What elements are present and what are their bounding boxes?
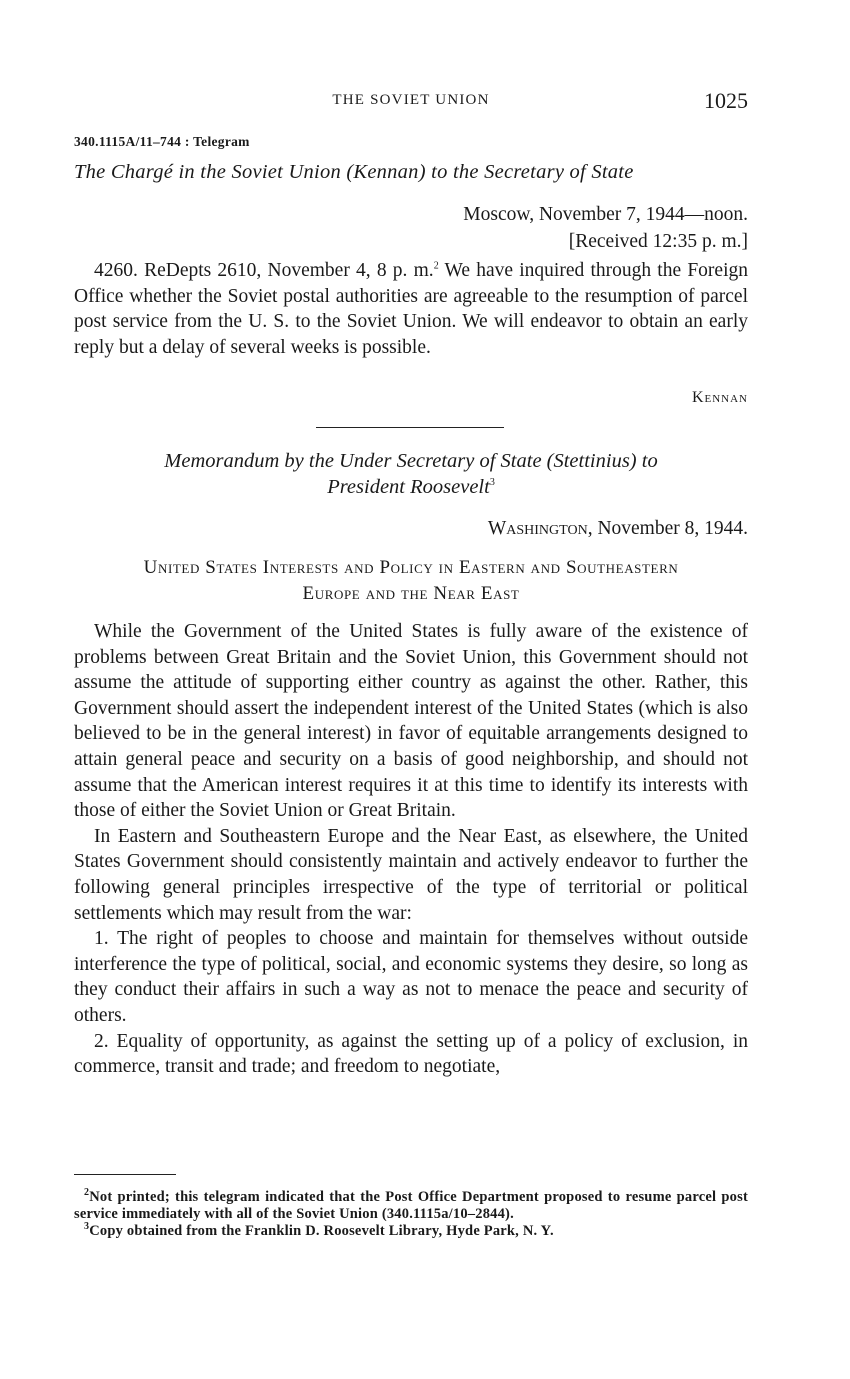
telegram-dateline: Moscow, November 7, 1944—noon. [463, 204, 748, 225]
footnotes [74, 1189, 748, 1240]
memo-body [74, 619, 748, 1080]
memo-heading-line1: Memorandum by the Under Secretary of State (Stettinius) to [164, 450, 658, 472]
memo-paragraph: 1. The right of peoples to choose and maintain for themselves without outside interference the type of political, social, and economic systems they desire, so long as they conduct their affairs in such a way as not to menace the peace and security of others. [74, 928, 748, 1026]
signature: Kennan [691, 389, 748, 406]
footnote-divider [74, 1174, 176, 1175]
footnote [74, 1223, 748, 1240]
memo-paragraph: In Eastern and Southeastern Europe and the Near East, as elsewhere, the United States Government should consistently maintain and actively endeavor to further the following general principles irrespective of the type of territorial or political settlements which may result from the war: [74, 825, 748, 924]
footnote-text: Not printed; this telegram indicated that the Post Office Department proposed to resume parcel post service immediately with all of the Soviet Union (340.1115a/10–2844). [74, 1189, 748, 1222]
memo-heading-recipient: President Roosevelt [327, 476, 490, 498]
memo-title-line1: United States Interests and Policy in Eastern and Southeastern [143, 557, 679, 578]
section-divider [316, 427, 504, 428]
footnote-ref-2: 2 [433, 260, 439, 272]
running-title: THE SOVIET UNION [332, 92, 490, 108]
telegram-received: [Received 12:35 p. m.] [568, 231, 748, 252]
memo-dateline [488, 516, 748, 542]
footnote-text: Copy obtained from the Franklin D. Roosevelt Library, Hyde Park, N. Y. [89, 1223, 554, 1239]
running-head [74, 88, 748, 114]
heading-part-3: ) to the Secretary of State [418, 161, 634, 183]
telegram-heading [74, 159, 748, 185]
memo-title-line2: Europe and the Near East [302, 583, 520, 604]
heading-part-1: The Chargé in the Soviet Union ( [74, 161, 354, 183]
memo-title [74, 555, 748, 607]
heading-part-2: Kennan [353, 161, 419, 183]
memo-dateline-date: , November 8, 1944. [587, 518, 748, 539]
footnote-mark: 2 [84, 1187, 90, 1199]
footnote [74, 1189, 748, 1223]
page-number: 1025 [704, 88, 748, 113]
memo-dateline-place: Washington [487, 518, 588, 539]
telegram-body [74, 258, 748, 360]
footnote-mark: 3 [84, 1221, 90, 1233]
telegram-text: We have inquired through the Foreign Office whether the Soviet postal authorities are agreeable to the resumption of parcel post service from the U. S. to the Soviet Union. We will endeavor to obtain an early reply but a delay of several weeks is possible. [74, 260, 748, 358]
telegram-lead: 4260. ReDepts 2610, November 4, 8 p. m. [94, 260, 434, 281]
footnote-ref-3: 3 [489, 477, 495, 489]
file-reference: 340.1115A/11–744 : Telegram [74, 134, 250, 149]
memorandum-heading [74, 448, 748, 500]
memo-paragraph: While the Government of the United States is fully aware of the existence of problems between Great Britain and the Soviet Union, this Government should not assume the attitude of supporting either country as against the other. Rather, this Government should assert the independent interest of the United States (which is also believed to be in the general interest) in favor of equitable arrangements designed to attain general peace and security on a basis of good neighborship, and should not assume that the American interest requires it at this time to identify its interests with those of either the Soviet Union or Great Britain. [74, 621, 748, 822]
memo-paragraph: 2. Equality of opportunity, as against the setting up of a policy of exclusion, in commerce, transit and trade; and freedom to negotiate, [74, 1030, 748, 1078]
memo-heading-line2 [74, 474, 748, 500]
